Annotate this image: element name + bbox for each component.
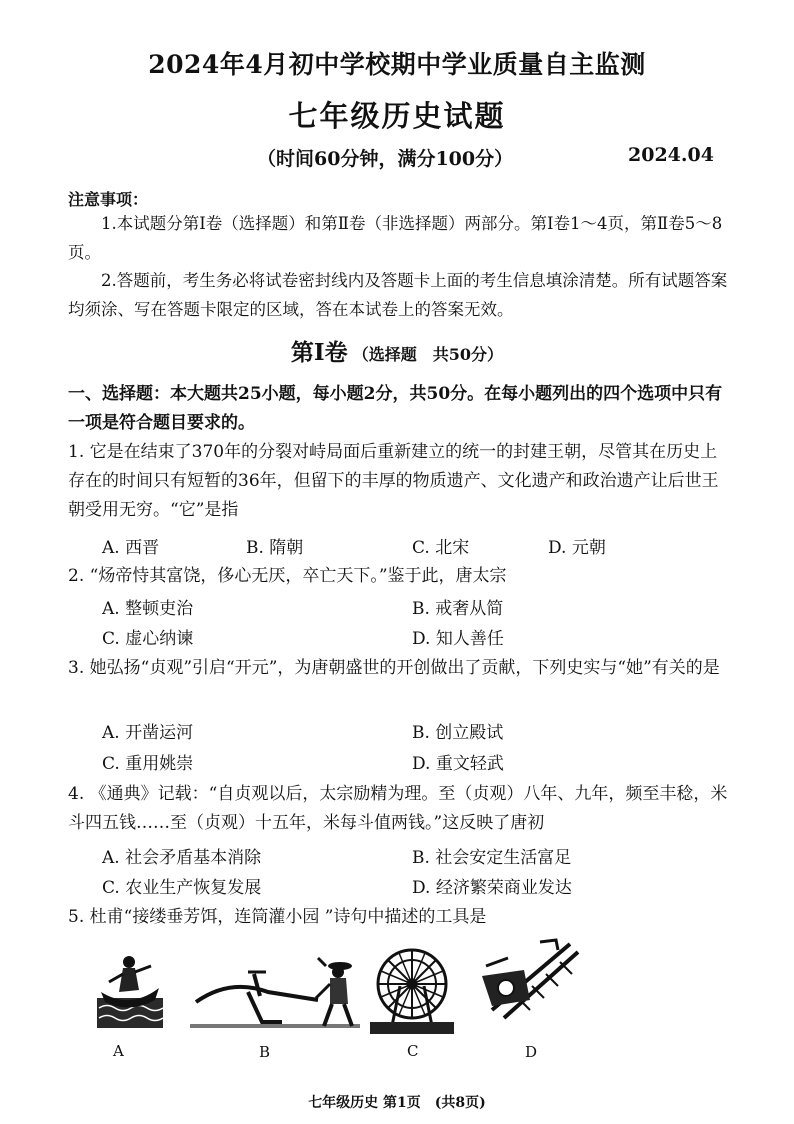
subject-title: 七年级历史试题 [288, 99, 506, 133]
q4-option-d[interactable]: D. 经济繁荣商业发达 [412, 878, 572, 898]
q4-option-b[interactable]: B. 社会安定生活富足 [412, 848, 572, 868]
page-footer: 七年级历史 第1页 (共8页) [308, 1095, 486, 1111]
section-header [0, 334, 794, 367]
q5-label-d: D [525, 1043, 538, 1061]
notes-title: 注意事项： [68, 190, 149, 209]
waterwheel-figure-image[interactable] [370, 942, 454, 1034]
section-title: 第Ⅰ卷 [290, 339, 348, 366]
exam-date: 2024.04 [628, 144, 714, 166]
q3-option-d[interactable]: D. 重文轻武 [412, 754, 504, 774]
question-1-stem: 1. 它是在结束了370年的分裂对峙局面后重新建立的统一的封建王朝，尽管其在历史上存在的时间只有短暂的36年，但留下的丰厚的物质遗产、文化遗产和政治遗产让后世王朝受用无穷。“它”是指 [68, 442, 719, 520]
boat-figure-image[interactable] [95, 948, 165, 1030]
question-5-stem: 5. 杜甫“接缕垂芳饵，连筒灌小园 ”诗句中描述的工具是 [68, 907, 487, 927]
q3-option-c[interactable]: C. 重用姚崇 [102, 754, 194, 774]
q1-option-c[interactable]: C. 北宋 [412, 538, 470, 558]
section-subtitle: （选择题 共50分） [352, 345, 504, 364]
plough-figure-image[interactable] [190, 952, 360, 1037]
time-info: （时间60分钟，满分100分） [257, 148, 514, 170]
q1-option-a[interactable]: A. 西晋 [102, 538, 160, 558]
q3-option-a[interactable]: A. 开凿运河 [102, 723, 194, 743]
q5-label-c: C [407, 1042, 419, 1060]
question-3-stem: 3. 她弘扬“贞观”引启“开元”，为唐朝盛世的开创做出了贡献，下列史实与“她”有关的是 [68, 658, 720, 678]
q5-label-a: A [113, 1042, 124, 1060]
q5-label-b: B [259, 1043, 271, 1061]
q3-option-b[interactable]: B. 创立殿试 [412, 723, 504, 743]
exam-title: 2024年4月初中学校期中学业质量自主监测 [148, 50, 646, 79]
q4-option-a[interactable]: A. 社会矛盾基本消除 [102, 848, 262, 868]
section-intro: 一、选择题：本大题共25小题，每小题2分，共50分。在每小题列出的四个选项中只有一项是符合题目要求的。 [68, 384, 723, 433]
q1-option-b[interactable]: B. 隋朝 [246, 538, 304, 558]
question-4-stem: 4. 《通典》记载：“自贞观以后，太宗励精为理。至（贞观）八年、九年，频至丰稔，米斗四五钱……至（贞观）十五年，米每斗值两钱。”这反映了唐初 [68, 784, 728, 833]
note-item-2: 2.答题前，考生务必将试卷密封线内及答题卡上面的考生信息填涂清楚。所有试题答案均须涂、写在答题卡限定的区域，答在本试卷上的答案无效。 [68, 271, 728, 319]
q2-option-b[interactable]: B. 戒奢从简 [412, 599, 504, 619]
q2-option-c[interactable]: C. 虚心纳谏 [102, 629, 194, 649]
chain-pump-figure-image[interactable] [478, 936, 582, 1028]
q2-option-d[interactable]: D. 知人善任 [412, 629, 504, 649]
note-item-1: 1.本试题分第Ⅰ卷（选择题）和第Ⅱ卷（非选择题）两部分。第Ⅰ卷1～4页，第Ⅱ卷5～8页。 [68, 214, 723, 262]
question-2-stem: 2. “炀帝恃其富饶，侈心无厌，卒亡天下。”鉴于此，唐太宗 [68, 566, 507, 586]
q1-option-d[interactable]: D. 元朝 [548, 538, 606, 558]
q4-option-c[interactable]: C. 农业生产恢复发展 [102, 878, 262, 898]
q2-option-a[interactable]: A. 整顿吏治 [102, 599, 194, 619]
